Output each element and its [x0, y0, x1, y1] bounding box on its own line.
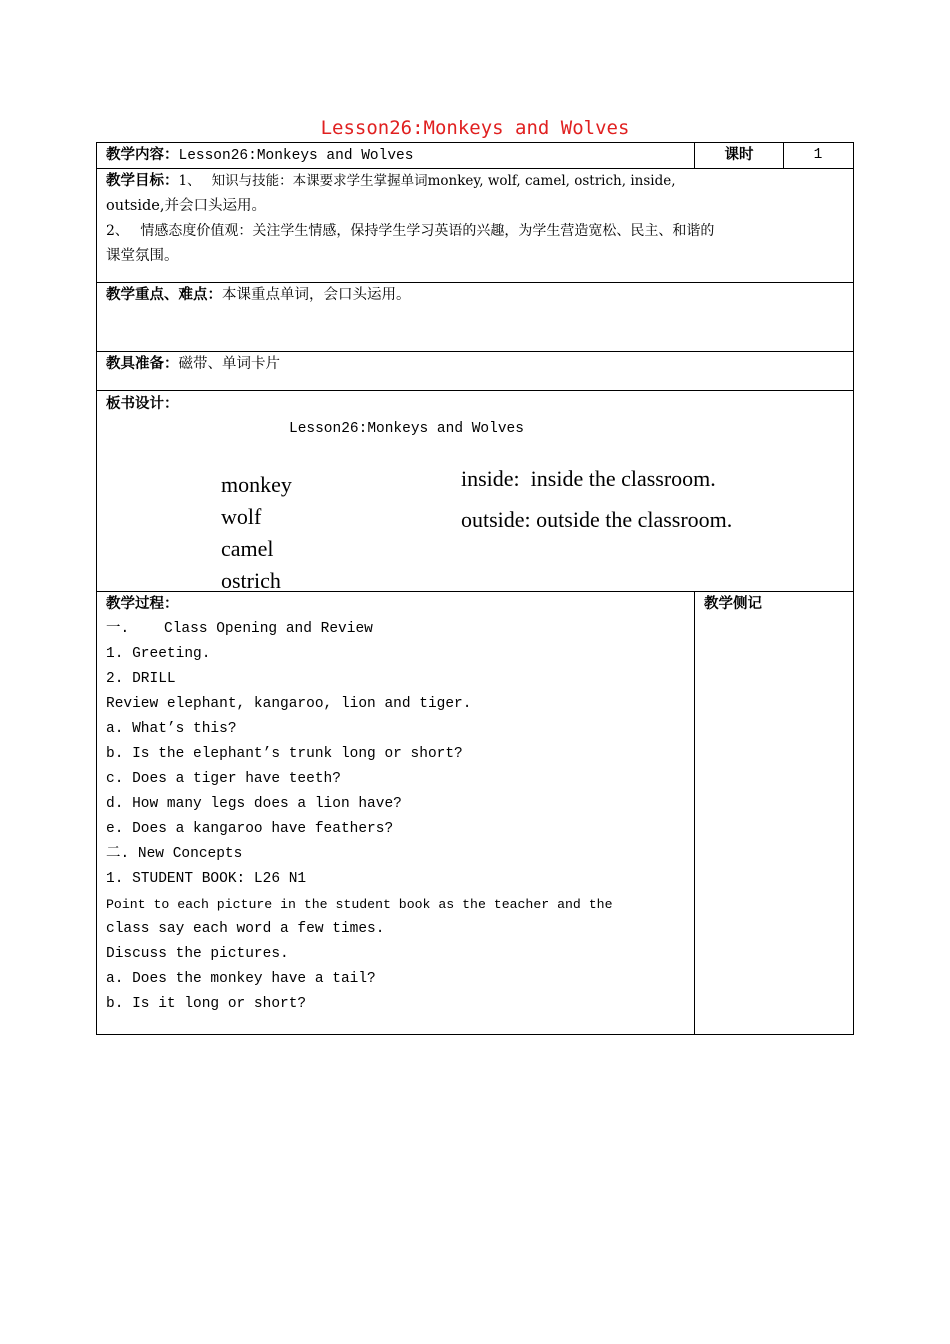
materials-cell: [106, 352, 280, 377]
table-border-right: [853, 142, 854, 1035]
table-border-left: [96, 142, 97, 1035]
list-item: 2. DRILL: [106, 671, 176, 687]
content-label: 教学内容：: [106, 147, 179, 163]
board-word-camel: camel: [221, 536, 274, 561]
list-item: d. How many legs does a lion have?: [106, 796, 402, 812]
content-cell: [106, 143, 413, 169]
page-title: Lesson26:Monkeys and Wolves: [320, 117, 630, 139]
board-words-area: [221, 470, 441, 593]
list-item: 二. New Concepts: [106, 846, 243, 862]
list-item: 一. Class Opening and Review: [106, 621, 373, 637]
list-item: class say each word a few times.: [106, 921, 385, 937]
board-heading: Lesson26:Monkeys and Wolves: [289, 421, 524, 437]
key-points-text: 本课重点单词，会口头运用。: [222, 287, 411, 303]
board-word-monkey: monkey: [221, 472, 292, 497]
list-item: 1. Greeting.: [106, 646, 211, 662]
materials-label: 教具准备：: [106, 356, 179, 372]
objectives-line-2: outside,并会口头运用。: [106, 198, 266, 214]
board-word-wolf: wolf: [221, 504, 262, 529]
list-item: e. Does a kangaroo have feathers?: [106, 821, 394, 837]
list-item: a. Does the monkey have a tail?: [106, 971, 376, 987]
column-divider: [694, 591, 695, 1035]
objectives-line-3: 2、 情感态度价值观：关注学生情感，保持学生学习英语的兴趣，为学生营造宽松、民主、和谐的: [106, 223, 715, 239]
objectives-line-1: 1、 知识与技能：本课要求学生掌握单词monkey, wolf, camel, ostrich, inside,: [178, 173, 676, 189]
list-item: c. Does a tiger have teeth?: [106, 771, 341, 787]
list-item: Point to each picture in the student book as the teacher and the: [106, 897, 613, 912]
objectives-cell: [106, 169, 846, 269]
board-phrase-outside: outside: outside the classroom.: [461, 507, 733, 532]
objectives-label: 教学目标：: [106, 173, 179, 189]
list-item: Discuss the pictures.: [106, 946, 289, 962]
list-item: 1. STUDENT BOOK: L26 N1: [106, 871, 307, 887]
period-value: 1: [813, 147, 823, 163]
key-points-label: 教学重点、难点：: [106, 287, 222, 303]
objectives-line-4: 课堂氛围。: [106, 248, 179, 264]
list-item: b. Is it long or short?: [106, 996, 307, 1012]
board-label: 板书设计：: [106, 396, 179, 412]
period-label: 课时: [724, 147, 754, 163]
materials-text: 磁带、单词卡片: [178, 356, 280, 372]
list-item: Review elephant, kangaroo, lion and tiger.: [106, 696, 472, 712]
content-value: Lesson26:Monkeys and Wolves: [178, 148, 414, 164]
list-item: b. Is the elephant’s trunk long or short?: [106, 746, 463, 762]
key-points-cell: [106, 283, 411, 308]
list-item: a. What’s this?: [106, 721, 237, 737]
board-word-ostrich: ostrich: [221, 568, 281, 593]
row-divider: [96, 390, 854, 391]
notes-label: 教学侧记: [704, 596, 762, 612]
table-border-bottom: [96, 1034, 854, 1035]
process-list: [106, 617, 688, 1017]
board-phrase-inside: inside: inside the classroom.: [461, 466, 716, 491]
process-label: 教学过程：: [106, 596, 179, 612]
